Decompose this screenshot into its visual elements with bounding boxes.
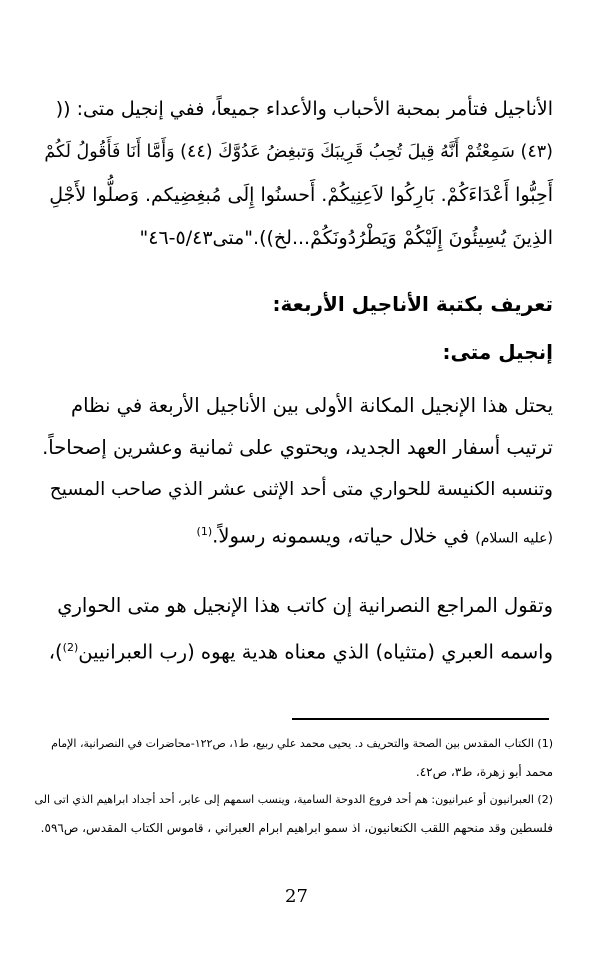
footnote-ref-1: (1) (196, 525, 213, 538)
body-paragraph (38, 385, 553, 560)
footnote-1: (1) الكتاب المقدس بين الصحة والتحريف د. يحيى محمد علي ربيع، ط١، ص١٢٢-محاضرات في النصرانية، الإمام (51, 737, 553, 750)
body-text: )، (48, 640, 63, 664)
body-line: يحتل هذا الإنجيل المكانة الأولى بين الأناجيل الأربعة في نظام (71, 394, 553, 417)
footnote-1-continued: محمد أبو زهرة، ط٣، ص٤٢. (415, 765, 553, 779)
footnote-ref-2: (2) (62, 641, 79, 654)
honorific-small-text: (عليه السلام) (475, 530, 553, 547)
body-line: وتنسبه الكنيسة للحواري متى أحد الإثنى عشر الذي صاحب المسيح (49, 479, 553, 500)
intro-line: الذِينَ يُسِيئُونَ إِلَيْكُمْ وَيَطْرُدُونَكُمْ...لخ))."متى٥/٤٣-٤٦" (139, 227, 553, 249)
intro-line: (٤٣) سَمِعْتُمْ أَنَّهُ قِيلَ تُحِبُ قَرِيبَكَ وَتبغِضُ عَدُوَّكَ (٤٤) وَأَمَّا أَنَا فَأَقُولُ لَكُمْ (44, 142, 553, 162)
footnote-2: (2) العبرانيون أو عبرانيون: هم أحد فروع الدوحة السامية، وينسب اسمهم إلى عابر، أحد أجداد ابراهيم الذي اتى الى (34, 793, 553, 806)
body-text: واسمه العبري (متثياه) الذي معناه هدية يهوه (رب العبرانيين (78, 640, 553, 664)
body-line (38, 627, 553, 674)
section-heading: تعريف بكتبة الأناجيل الأربعة: (272, 292, 553, 316)
footnote-2-continued: فلسطين وقد منحهم اللقب الكنعانيون، اذ سمو ابراهيم ابرام العبراني ، قاموس الكتاب المقدس، ص٥٩٦. (40, 821, 553, 835)
body-text: في خلال حياته، ويسمونه رسولاً. (212, 524, 476, 548)
footnote-divider (292, 718, 549, 720)
body-line: وتقول المراجع النصرانية إن كاتب هذا الإنجيل هو متى الحواري (57, 594, 553, 617)
intro-line: أَحِبُّوا أَعْدَاءَكُمْ. بَارِكُوا لاَعِنِيكُمْ. أَحسنُوا إِلَى مُبغِضِيكم. وَصلُّوا لأَجْلِ (49, 184, 553, 206)
intro-line: الأناجيل فتأمر بمحبة الأحباب والأعداء جميعاً، ففي إنجيل متى: (( (55, 98, 553, 120)
page-number: 27 (285, 886, 308, 907)
footnotes (33, 730, 553, 842)
body-line (38, 511, 553, 560)
intro-paragraph (38, 88, 553, 260)
subsection-heading: إنجيل متى: (442, 340, 553, 364)
body-line: ترتيب أسفار العهد الجديد، ويحتوي على ثمانية وعشرين إصحاحاً. (42, 436, 553, 459)
body-paragraph (38, 585, 553, 674)
